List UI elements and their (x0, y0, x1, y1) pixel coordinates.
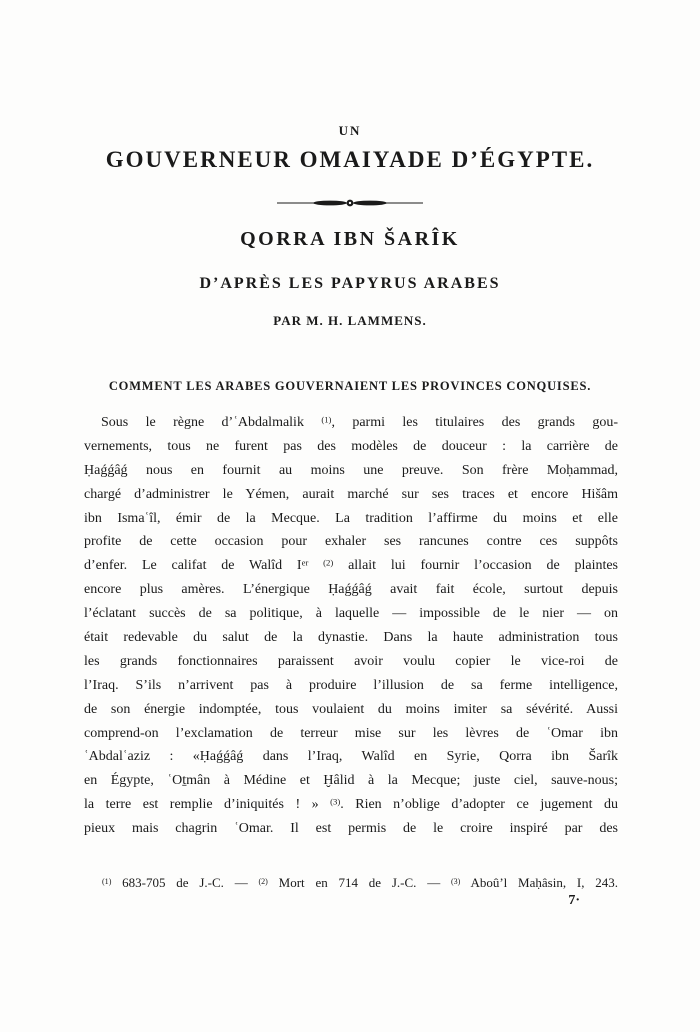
article-subtitle: D’APRÈS LES PAPYRUS ARABES (199, 275, 501, 292)
body-line: en Égypte, ʿOṯmân à Médine et Ḫâlid à la Mecque; juste ciel, sauve-nous; (84, 773, 618, 789)
body-line: ibn Ismaʿîl, émir de la Mecque. La tradition l’affirme du moins et elle (84, 510, 618, 526)
body-line: était redevable du salut de la dynastie. Dans la haute administration tous (84, 630, 618, 646)
tapered-rule-icon (275, 196, 425, 210)
body-line: profite de cette occasion pour exhaler ses rancunes contre ces suppôts (84, 534, 618, 550)
body-line: Ḥaǵǵâǵ nous en fournit au moins une preuve. Son frère Moḥammad, (84, 462, 618, 478)
body-line: chargé d’administrer le Yémen, aurait marché sur ses traces et encore Hišâm (84, 486, 618, 502)
body-line: ʿAbdalʿaziz : «Ḥaǵǵâǵ dans l’Iraq, Walîd en Syrie, Qorra ibn Šarîk (84, 749, 618, 765)
divider-ornament (0, 196, 700, 210)
body-line: d’enfer. Le califat de Walîd Ier $^{(2)}$ allait lui fournir l’occasion de plaintes (84, 558, 618, 574)
footnote: $^{(1)}$ 683-705 de J.-C. — $^{(2)}$ Mort en 714 de J.-C. — $^{(3)}$ Aboû’l Maḥâsin, I, 243. (102, 875, 618, 890)
body-line: pieux mais chagrin ʿOmar. Il est permis de le croire inspiré par des (84, 821, 618, 837)
body-line: encore plus amères. L’énergique Ḥaǵǵâǵ avait fait école, surtout depuis (84, 582, 618, 598)
byline: PAR M. H. LAMMENS. (273, 313, 427, 328)
series-label: UN (338, 123, 362, 138)
section-heading: COMMENT LES ARABES GOUVERNAIENT LES PROVINCES CONQUISES. (108, 379, 592, 393)
body-line: l’éclatant succès de sa politique, à laquelle — impossible de le nier — on (84, 606, 618, 622)
body-line: vernements, tous ne furent pas des modèles de douceur : la carrière de (84, 438, 618, 454)
body-line: comprend-on l’exclamation de terreur mise sur les lèvres de ʿOmar ibn (84, 725, 618, 741)
body-line: de son énergie indomptée, tous voulaient du moins imiter sa sévérité. Aussi (84, 701, 618, 717)
main-title: GOUVERNEUR OMAIYADE D’ÉGYPTE. (105, 147, 595, 172)
body-line: l’Iraq. S’ils n’arrivent pas à produire l’illusion de sa ferme intelligence, (84, 677, 618, 693)
body-line: Sous le règne d’ʿAbdalmalik $^{(1)}$, parmi les titulaires des grands gou- (101, 414, 618, 430)
signature-mark: 7· (568, 893, 580, 908)
body-paragraph (84, 411, 618, 841)
body-line: la terre est remplie d’iniquités ! » $^{(3)}$. Rien n’oblige d’adopter ce jugement du (84, 796, 618, 813)
article-title: QORRA IBN ŠARÎK (240, 228, 460, 250)
body-line: les grands fonctionnaires paraissent avoir voulu copier le vice-roi de (84, 653, 618, 669)
